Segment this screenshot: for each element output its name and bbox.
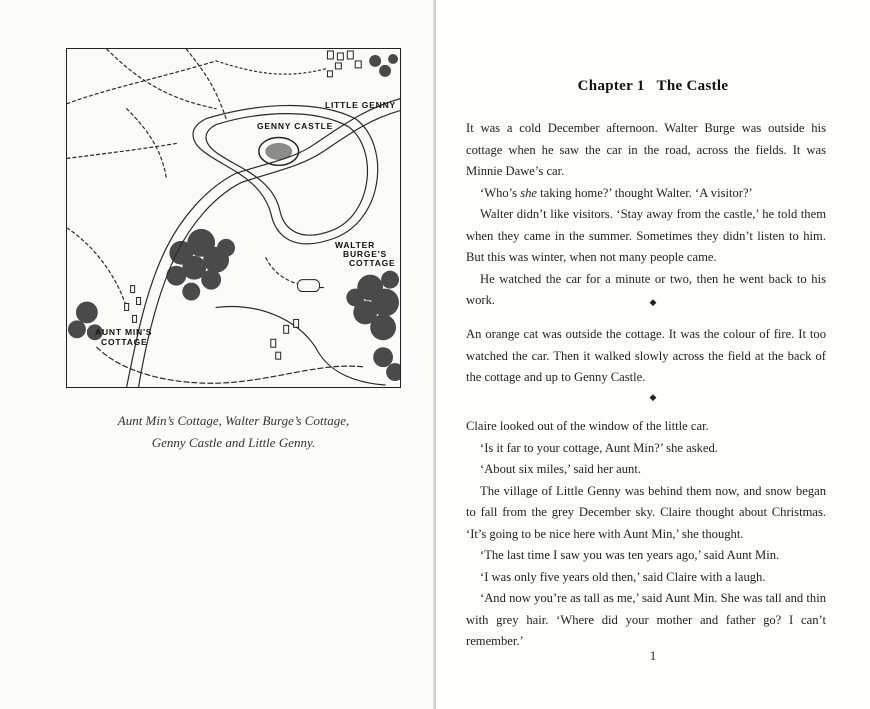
map-illustration: [66, 48, 401, 388]
caption-line-2: Genny Castle and Little Genny.: [151, 435, 316, 450]
map-label-genny-castle: GENNY CASTLE: [257, 121, 334, 131]
caption-line-1: Aunt Min’s Cottage, Walter Burge’s Cottage,: [117, 413, 350, 428]
paragraph: ‘I was only five years old then,’ said Claire with a laugh.: [480, 569, 766, 584]
section-ornament-1: ◆: [649, 297, 657, 307]
paragraph: ‘Who’s she taking home?’ thought Walter. ‘A visitor?’: [480, 185, 753, 200]
paragraph: ‘About six miles,’ said her aunt.: [480, 462, 642, 476]
map-label-aunt-min-line2: COTTAGE: [101, 337, 148, 347]
section-3: [466, 416, 826, 653]
paragraph: The village of Little Genny was behind them now, and snow began to fall from the grey December sky. Claire thought about Christmas. ‘It’s going to be nice here with Aunt Min,’ she thought.: [466, 483, 826, 541]
map-label-aunt-min-line1: AUNT MIN'S: [95, 327, 153, 337]
map-label-walter-line3: COTTAGE: [349, 258, 396, 268]
paragraph: Walter didn’t like visitors. ‘Stay away from the castle,’ he told them when they came in the summer. Sometimes they didn’t listen to him. But this was winter, when not many people came.: [466, 207, 826, 264]
map-label-walter-line2: BURGE'S: [343, 249, 387, 259]
paragraph: Claire looked out of the window of the little car.: [466, 419, 709, 433]
map-label-little-genny: LITTLE GENNY: [325, 100, 396, 110]
paragraph: ‘Is it far to your cottage, Aunt Min?’ she asked.: [480, 440, 718, 455]
paragraph: ‘The last time I saw you was ten years ago,’ said Aunt Min.: [480, 548, 780, 562]
map-label-walter-line1: WALTER: [335, 240, 376, 250]
section-ornament-2: ◆: [649, 392, 657, 402]
left-page: [0, 0, 434, 709]
right-page: [436, 0, 870, 709]
page-number: 1: [649, 648, 657, 663]
section-2: [466, 324, 826, 389]
map-caption: [66, 410, 401, 454]
paragraph: ‘And now you’re as tall as me,’ said Aunt Min. She was tall and thin with grey hair. ‘Where did your mother and father go? I can’t remember.’: [466, 591, 826, 648]
chapter-title: Chapter 1 The Castle: [577, 78, 729, 94]
section-1: [466, 118, 826, 312]
paragraph: An orange cat was outside the cottage. It was the colour of fire. It too watched the car. Then it walked slowly across the field at the back of the cottage and up to Genny Castle.: [466, 327, 826, 384]
paragraph: It was a cold December afternoon. Walter Burge was outside his cottage when he saw the car in the road, across the fields. It was Minnie Dawe’s car.: [466, 121, 826, 178]
paragraph: He watched the car for a minute or two, then he went back to his work.: [466, 271, 826, 307]
